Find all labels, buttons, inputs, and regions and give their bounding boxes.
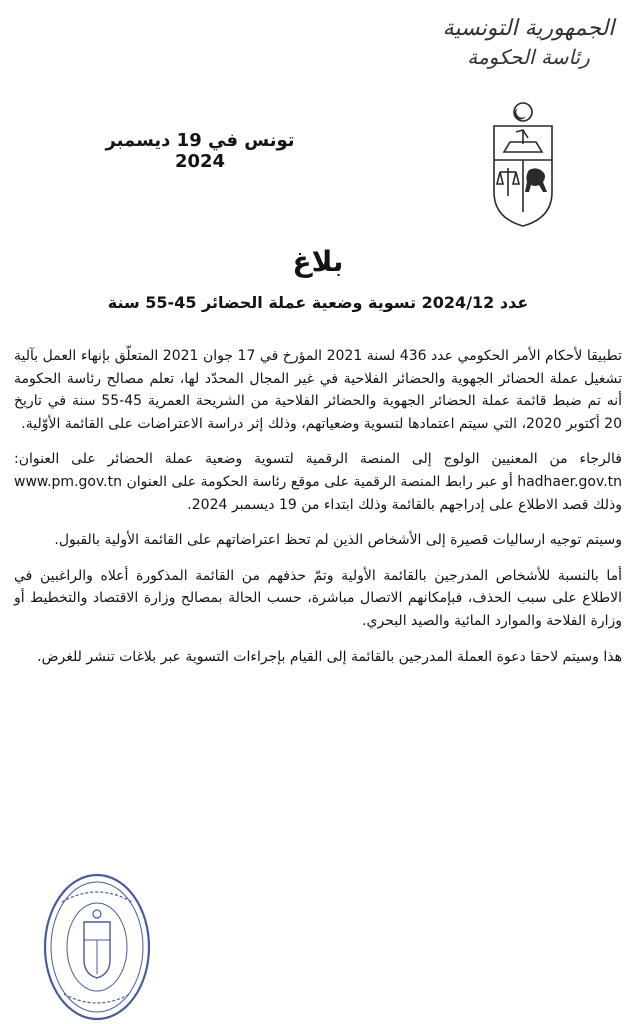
platform-url: hadhaer.gov.tn bbox=[517, 473, 623, 490]
letterhead-republic: الجمهورية التونسية bbox=[442, 16, 615, 41]
coat-of-arms-icon bbox=[488, 100, 558, 230]
document-title: بلاغ bbox=[292, 245, 344, 278]
paragraph-2 bbox=[14, 448, 622, 516]
paragraph-3: وسيتم توجيه ارساليات قصيرة إلى الأشخاص الذين لم تحظ اعتراضاتهم على القائمة الأولية بالقبول. bbox=[54, 532, 622, 549]
document-body bbox=[14, 345, 622, 681]
letterhead bbox=[441, 14, 616, 70]
document-reference: عدد 2024/12 تسوية وضعية عملة الحضائر 45-55 سنة bbox=[107, 293, 529, 312]
official-stamp-icon bbox=[42, 872, 152, 1022]
paragraph-1: تطبيقا لأحكام الأمر الحكومي عدد 436 لسنة 2021 المؤرخ في 17 جوان 2021 المتعلّق بإنهاء العمل بآلية تشغيل عملة الحضائر الجهوية والحضائر الفلاحية في غير المجال المحدّد لها، تعلم مصالح رئاسة الحكومة أنه تم ضبط قائمة عملة الحضائر الجهوية والحضائر الفلاحية من الشريحة العمرية 45-55 سنة في تاريخ 20 أكتوبر 2020، التي سيتم اعتمادها لتسوية وضعياتهم، وذلك إثر دراسة الاعتراضات على القائمة الأوّلية. bbox=[14, 348, 623, 432]
document-date: تونس في 19 ديسمبر 2024 bbox=[105, 130, 295, 172]
paragraph-4: أما بالنسبة للأشخاص المدرجين بالقائمة الأولية وتمّ حذفهم من القائمة المذكورة أعلاه والراغبين في الاطلاع على سبب الحذف، فبإمكانهم الاتصال مباشرة، حسب الحالة بمصالح وزارة الاقتصاد والتخطيط أو وزارة الفلاحة والموارد المائية والصيد البحري. bbox=[14, 567, 622, 629]
paragraph-2-middle: أو عبر رابط المنصة الرقمية على موقع رئاسة الحكومة على العنوان bbox=[126, 473, 513, 490]
presidency-url: www.pm.gov.tn bbox=[14, 473, 122, 490]
paragraph-2-end: وذلك قصد الاطلاع على إدراجهم بالقائمة وذلك ابتداء من 19 ديسمبر 2024. bbox=[187, 496, 622, 513]
letterhead-presidency: رئاسة الحكومة bbox=[467, 45, 590, 69]
paragraph-2-intro: فالرجاء من المعنيين الولوج إلى المنصة الرقمية لتسوية وضعية عملة الحضائر على العنوان: bbox=[14, 451, 622, 468]
paragraph-5: هذا وسيتم لاحقا دعوة العملة المدرجين بالقائمة إلى القيام بإجراءات التسوية عبر بلاغات تنشر للغرض. bbox=[37, 648, 622, 665]
